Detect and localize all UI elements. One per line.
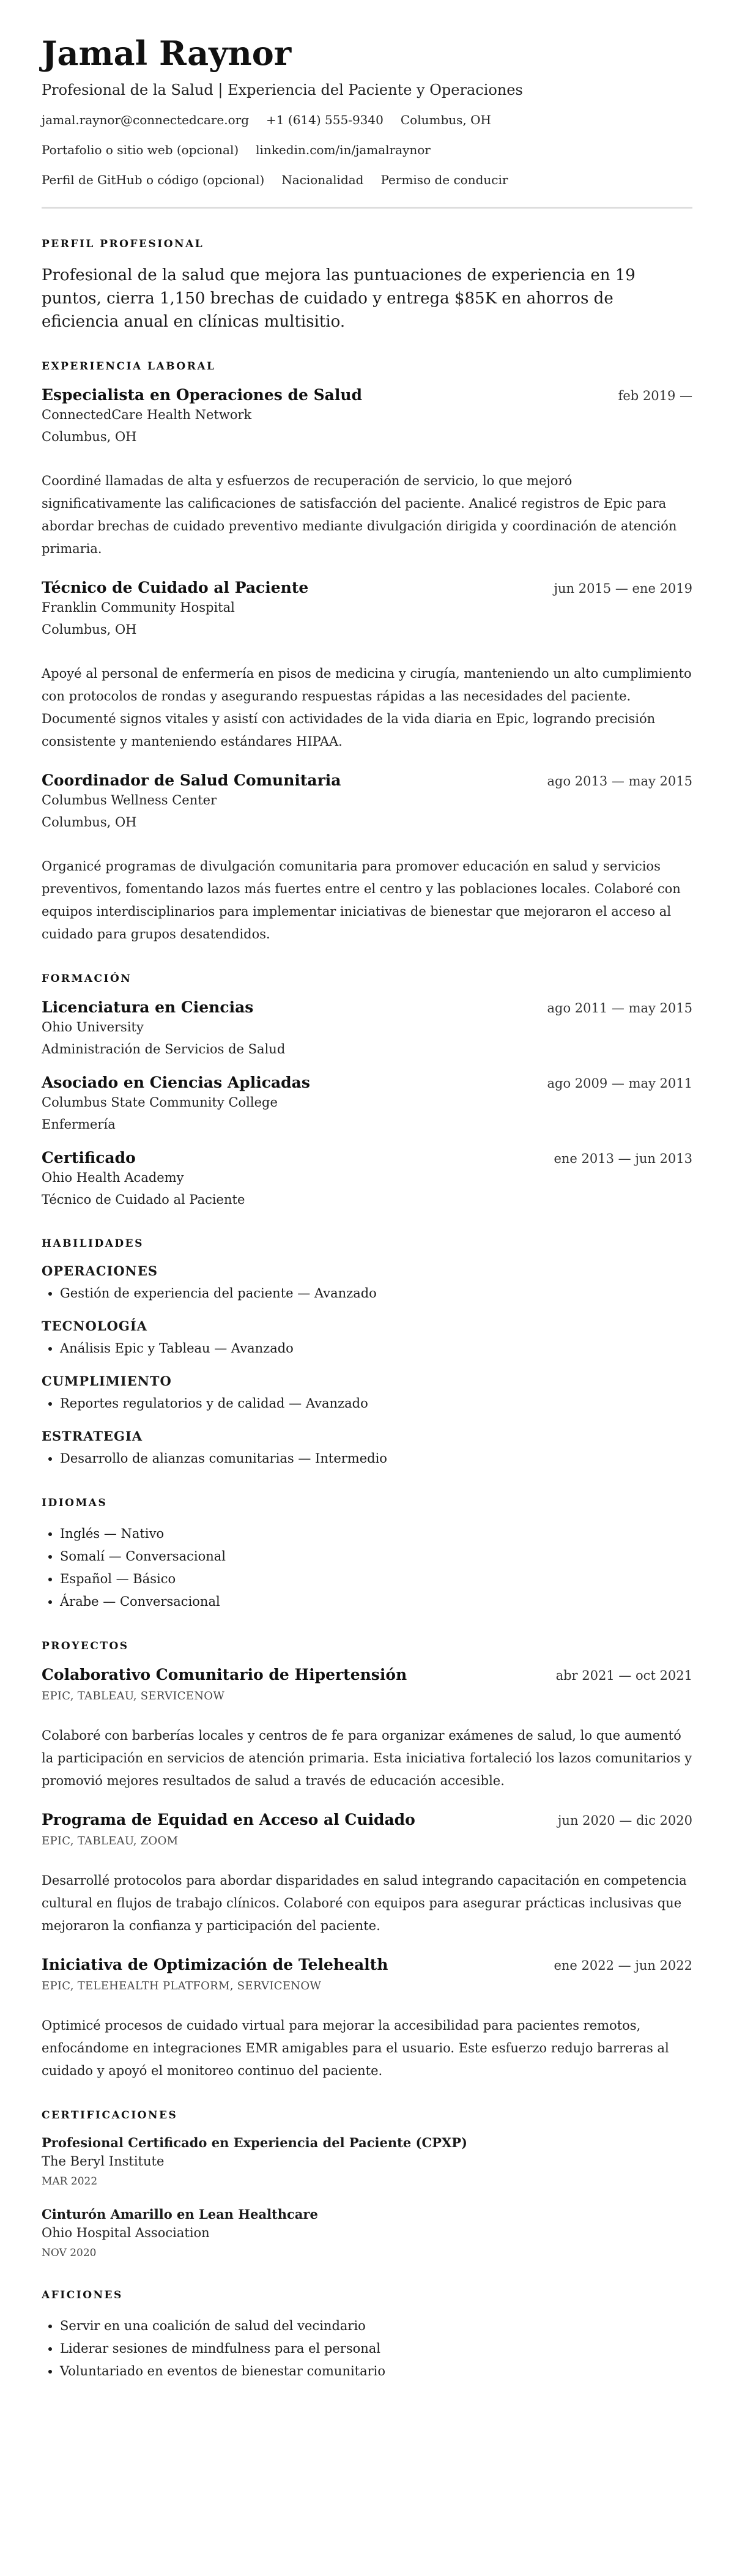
project-entry [42, 1956, 692, 2082]
field-of-study: Enfermería [42, 1117, 116, 1132]
skill-list [42, 1392, 692, 1415]
company-name: Franklin Community Hospital [42, 600, 235, 615]
company-name: Columbus Wellness Center [42, 793, 217, 808]
section-heading: IDIOMAS [42, 1497, 108, 1510]
experience-entry [42, 386, 692, 560]
project-title: Programa de Equidad en Acceso al Cuidado [42, 1811, 415, 1829]
skill-category: ESTRATEGIA [42, 1428, 143, 1444]
contact-item: Columbus, OH [400, 113, 491, 128]
contact-row [42, 142, 692, 158]
certification-title: Cinturón Amarillo en Lean Healthcare [42, 2207, 318, 2222]
job-dates: ago 2013 — may 2015 [547, 774, 692, 789]
skill-item: • Reportes regulatorios y de calidad — Avanzado [60, 1392, 692, 1415]
project-tech: EPIC, TABLEAU, ZOOM [42, 1835, 179, 1848]
skill-list [42, 1282, 692, 1305]
education-section [42, 973, 692, 1211]
job-description: Organicé programas de divulgación comunitaria para promover educación en salud y servicios preventivos, fomentando lazos más fuertes entre el centro y las poblaciones locales. Colaboré con equipos interdisciplinarios para implementar iniciativas de bienestar que mejoraron el acceso al cuidado para grupos desatendidos. [42, 859, 681, 942]
certification-title: Profesional Certificado en Experiencia del Paciente (CPXP) [42, 2135, 467, 2151]
skill-item: • Desarrollo de alianzas comunitarias — Intermedio [60, 1447, 692, 1470]
header-divider [42, 207, 692, 209]
degree: Certificado [42, 1149, 136, 1167]
job-description: Coordiné llamadas de alta y esfuerzos de recuperación de servicio, lo que mejoró significativamente las calificaciones de satisfacción del paciente. Analicé registros de Epic para abordar brechas de cuidado preventivo mediante divulgación dirigida y coordinación de atención primaria. [42, 473, 677, 557]
field-of-study: Técnico de Cuidado al Paciente [42, 1192, 245, 1208]
contact-item: Perfil de GitHub o código (opcional) [42, 173, 265, 188]
hobbies-section [42, 2289, 692, 2383]
languages-section [42, 1497, 692, 1613]
education-dates: ene 2013 — jun 2013 [554, 1151, 692, 1167]
project-tech: EPIC, TELEHEALTH PLATFORM, SERVICENOW [42, 1980, 322, 1993]
certifications-section [42, 2109, 692, 2262]
section-heading: AFICIONES [42, 2289, 123, 2302]
field-of-study: Administración de Servicios de Salud [42, 1042, 286, 1057]
contact-row [42, 112, 692, 128]
hobby-item: • Liderar sesiones de mindfulness para el personal [60, 2337, 692, 2360]
skill-category: TECNOLOGÍA [42, 1318, 147, 1334]
project-dates: abr 2021 — oct 2021 [555, 1668, 692, 1683]
entry-header [42, 1811, 692, 1828]
contact-item: Portafolio o sitio web (opcional) [42, 143, 239, 158]
company-name: ConnectedCare Health Network [42, 407, 252, 423]
section-heading: FORMACIÓN [42, 973, 132, 985]
entry-header [42, 1149, 692, 1167]
contact-info [42, 112, 692, 188]
hobby-item: • Servir en una coalición de salud del vecindario [60, 2315, 692, 2337]
contact-item: Nacionalidad [281, 173, 364, 188]
skill-item: • Análisis Epic y Tableau — Avanzado [60, 1337, 692, 1360]
job-location: Columbus, OH [42, 429, 137, 445]
summary-section [42, 238, 692, 333]
contact-item: +1 (614) 555-9340 [266, 113, 384, 128]
project-description: Desarrollé protocolos para abordar disparidades en salud integrando capacitación en competencia cultural en flujos de trabajo clínicos. Colaboré con equipos para asegurar prácticas inclusivas que mejoraron la confianza y participación del paciente. [42, 1873, 687, 1934]
education-entry [42, 1149, 692, 1211]
project-dates: jun 2020 — dic 2020 [557, 1813, 692, 1828]
entry-header [42, 771, 692, 789]
section-heading: PROYECTOS [42, 1640, 129, 1653]
job-location: Columbus, OH [42, 815, 137, 830]
entry-header [42, 1666, 692, 1683]
resume-header [42, 35, 692, 188]
project-description: Optimicé procesos de cuidado virtual para mejorar la accesibilidad para pacientes remotos, enfocándome en integraciones EMR amigables para el usuario. Este esfuerzo redujo barreras al cuidado y apoyó el monitoreo continuo del paciente. [42, 2018, 669, 2079]
skills-section [42, 1238, 692, 1470]
entry-header [42, 998, 692, 1016]
section-heading: HABILIDADES [42, 1238, 144, 1250]
projects-section [42, 1640, 692, 2082]
contact-item: jamal.raynor@connectedcare.org [42, 113, 250, 128]
project-entry [42, 1811, 692, 1937]
skill-category: CUMPLIMIENTO [42, 1373, 172, 1389]
education-entry [42, 1074, 692, 1135]
hobby-item: • Voluntariado en eventos de bienestar comunitario [60, 2360, 692, 2383]
skill-item: • Gestión de experiencia del paciente — Avanzado [60, 1282, 692, 1305]
education-dates: ago 2011 — may 2015 [547, 1001, 692, 1016]
entry-header [42, 386, 692, 404]
school-name: Ohio Health Academy [42, 1170, 184, 1186]
job-dates: feb 2019 — [618, 388, 692, 404]
job-dates: jun 2015 — ene 2019 [554, 581, 692, 596]
education-entry [42, 998, 692, 1060]
section-heading: EXPERIENCIA LABORAL [42, 360, 216, 373]
project-title: Colaborativo Comunitario de Hipertensión [42, 1666, 407, 1684]
entry-header [42, 1074, 692, 1091]
contact-item: linkedin.com/in/jamalraynor [256, 143, 431, 158]
language-item: • Somalí — Conversacional [60, 1545, 692, 1568]
contact-row [42, 172, 692, 188]
job-location: Columbus, OH [42, 622, 137, 637]
job-title: Coordinador de Salud Comunitaria [42, 771, 341, 790]
skill-list [42, 1447, 692, 1470]
summary-text: Profesional de la salud que mejora las puntuaciones de experiencia en 19 puntos, cierra 1,150 brechas de cuidado y entrega $85K en ahorros de eficiencia anual en clínicas multisitio. [42, 266, 636, 332]
certification-issuer: The Beryl Institute [42, 2154, 165, 2169]
candidate-name: Jamal Raynor [42, 34, 292, 73]
section-heading: PERFIL PROFESIONAL [42, 238, 204, 251]
certification-date: NOV 2020 [42, 2247, 97, 2260]
experience-section [42, 360, 692, 946]
section-heading: CERTIFICACIONES [42, 2109, 178, 2122]
project-tech: EPIC, TABLEAU, SERVICENOW [42, 1690, 225, 1703]
project-entry [42, 1666, 692, 1792]
degree: Licenciatura en Ciencias [42, 998, 254, 1017]
language-item: • Español — Básico [60, 1568, 692, 1591]
job-title: Técnico de Cuidado al Paciente [42, 579, 309, 597]
language-item: • Árabe — Conversacional [60, 1591, 692, 1613]
project-description: Colaboré con barberías locales y centros de fe para organizar exámenes de salud, lo que aumentó la participación en servicios de atención primaria. Esta iniciativa fortaleció los lazos comunitarios y promovió mejores resultados de salud a través de educación accesible. [42, 1728, 692, 1789]
skill-category: OPERACIONES [42, 1263, 158, 1279]
headline: Profesional de la Salud | Experiencia del Paciente y Operaciones [42, 81, 523, 99]
entry-header [42, 1956, 692, 1973]
languages-list [42, 1523, 692, 1613]
degree: Asociado en Ciencias Aplicadas [42, 1074, 310, 1092]
experience-entry [42, 771, 692, 946]
certification-issuer: Ohio Hospital Association [42, 2225, 210, 2241]
project-title: Iniciativa de Optimización de Telehealth [42, 1956, 388, 1974]
contact-item: Permiso de conducir [380, 173, 508, 188]
job-title: Especialista en Operaciones de Salud [42, 386, 363, 404]
project-dates: ene 2022 — jun 2022 [554, 1958, 692, 1973]
certification-entry [42, 2207, 692, 2262]
experience-entry [42, 579, 692, 753]
language-item: • Inglés — Nativo [60, 1523, 692, 1545]
certification-date: MAR 2022 [42, 2175, 98, 2188]
skill-list [42, 1337, 692, 1360]
education-dates: ago 2009 — may 2011 [547, 1076, 692, 1091]
certification-entry [42, 2135, 692, 2191]
school-name: Columbus State Community College [42, 1095, 278, 1110]
hobbies-list [42, 2315, 692, 2383]
school-name: Ohio University [42, 1020, 144, 1035]
job-description: Apoyé al personal de enfermería en pisos de medicina y cirugía, manteniendo un alto cumplimiento con protocolos de rondas y asegurando respuestas rápidas a las necesidades del paciente. Documenté signos vitales y asistí con actividades de la vida diaria en Epic, logrando precisión consistente y manteniendo estándares HIPAA. [42, 666, 692, 749]
entry-header [42, 579, 692, 596]
